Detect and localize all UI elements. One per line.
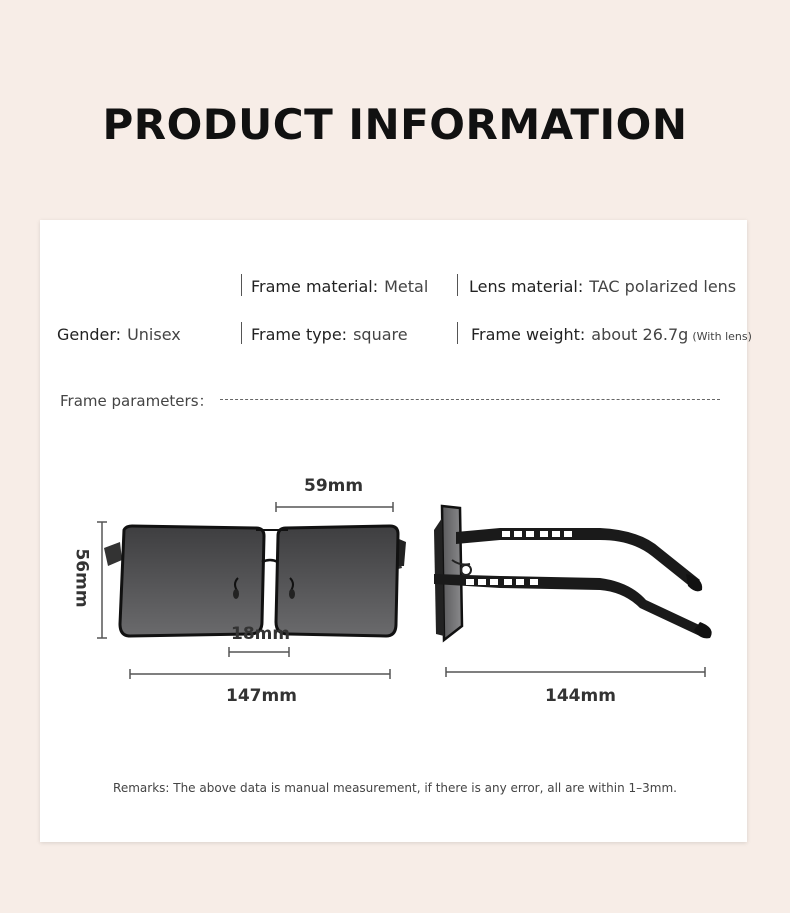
spec-label: Lens material:	[469, 277, 584, 296]
lens-width-label: 59mm	[304, 476, 364, 496]
total-width-label: 147mm	[226, 686, 297, 706]
side-view-glasses	[434, 506, 712, 640]
spec-value: TAC polarized lens	[589, 277, 737, 296]
spec-label: Frame weight:	[471, 325, 586, 344]
bridge-width-label: 18mm	[231, 624, 291, 644]
spec-label: Frame material:	[251, 277, 379, 296]
remarks-note: Remarks: The above data is manual measurement, if there is any error, all are within 1–3mm.	[113, 781, 677, 795]
temple-length-label: 144mm	[545, 686, 616, 706]
spec-value: about 26.7g	[591, 325, 689, 344]
spec-label: Gender:	[57, 325, 122, 344]
lens-height-label: 56mm	[71, 548, 92, 608]
spec-value: Unisex	[127, 325, 181, 344]
spec-note: (With lens)	[692, 330, 752, 343]
spec-value: square	[353, 325, 408, 344]
spec-value: Metal	[384, 277, 429, 296]
frame-parameters-label: Frame parameters：	[60, 392, 214, 410]
front-view-glasses	[104, 526, 406, 636]
page-title: PRODUCT INFORMATION	[102, 100, 688, 149]
spec-label: Frame type:	[251, 325, 348, 344]
